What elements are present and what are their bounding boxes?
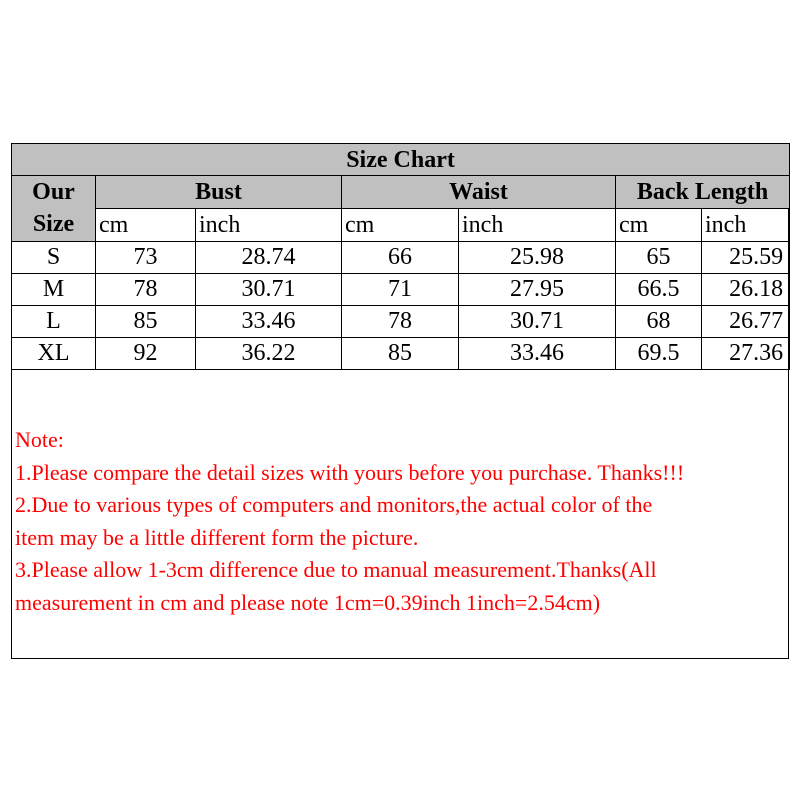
waist-cm-cell: 71 <box>342 273 459 305</box>
title-row <box>12 144 790 176</box>
waist-header: Waist <box>342 176 616 209</box>
back-inch-cell: 25.59 <box>702 241 790 273</box>
bust-inch-cell: 28.74 <box>196 241 342 273</box>
note-line-1: 1.Please compare the detail sizes with yours before you purchase. Thanks!!! <box>15 459 685 485</box>
table-row <box>12 241 790 273</box>
size-header-line1: Our <box>32 179 75 205</box>
size-cell: L <box>12 305 96 337</box>
size-cell: XL <box>12 337 96 369</box>
note-line-2: 2.Due to various types of computers and monitors,the actual color of the <box>15 492 653 517</box>
bust-cm-cell: 78 <box>96 273 196 305</box>
waist-cm-cell: 85 <box>342 337 459 369</box>
bust-cm-cell: 73 <box>96 241 196 273</box>
unit-back-inch: inch <box>702 208 790 241</box>
bust-inch-cell: 36.22 <box>196 337 342 369</box>
back-length-header: Back Length <box>616 176 790 209</box>
waist-cm-cell: 78 <box>342 305 459 337</box>
notes-block <box>15 424 785 619</box>
note-line-3: item may be a little different form the picture. <box>15 524 419 550</box>
waist-inch-cell: 27.95 <box>459 273 616 305</box>
back-inch-cell: 27.36 <box>702 337 790 369</box>
note-line-4: 3.Please allow 1-3cm difference due to manual measurement.Thanks(All <box>15 557 657 582</box>
back-inch-cell: 26.18 <box>702 273 790 305</box>
waist-inch-cell: 25.98 <box>459 241 616 273</box>
back-inch-cell: 26.77 <box>702 305 790 337</box>
size-cell: S <box>12 241 96 273</box>
back-cm-cell: 68 <box>616 305 702 337</box>
unit-header-row <box>12 208 790 241</box>
bust-header: Bust <box>96 176 342 209</box>
table-row <box>12 337 790 369</box>
unit-bust-cm: cm <box>96 208 196 241</box>
back-cm-cell: 65 <box>616 241 702 273</box>
unit-waist-inch: inch <box>459 208 616 241</box>
unit-bust-inch: inch <box>196 208 342 241</box>
bust-cm-cell: 85 <box>96 305 196 337</box>
bust-inch-cell: 30.71 <box>196 273 342 305</box>
table-row <box>12 305 790 337</box>
size-chart-table <box>11 143 790 370</box>
size-cell: M <box>12 273 96 305</box>
bust-inch-cell: 33.46 <box>196 305 342 337</box>
size-column-header <box>12 176 96 242</box>
bust-cm-cell: 92 <box>96 337 196 369</box>
back-cm-cell: 66.5 <box>616 273 702 305</box>
unit-waist-cm: cm <box>342 208 459 241</box>
table-title: Size Chart <box>12 144 790 176</box>
note-line-5: measurement in cm and please note 1cm=0.39inch 1inch=2.54cm) <box>15 589 601 615</box>
group-header-row <box>12 176 790 209</box>
waist-inch-cell: 33.46 <box>459 337 616 369</box>
waist-cm-cell: 66 <box>342 241 459 273</box>
table-row <box>12 273 790 305</box>
size-header-line2: Size <box>32 211 75 238</box>
note-heading: Note: <box>15 427 64 452</box>
unit-back-cm: cm <box>616 208 702 241</box>
back-cm-cell: 69.5 <box>616 337 702 369</box>
waist-inch-cell: 30.71 <box>459 305 616 337</box>
